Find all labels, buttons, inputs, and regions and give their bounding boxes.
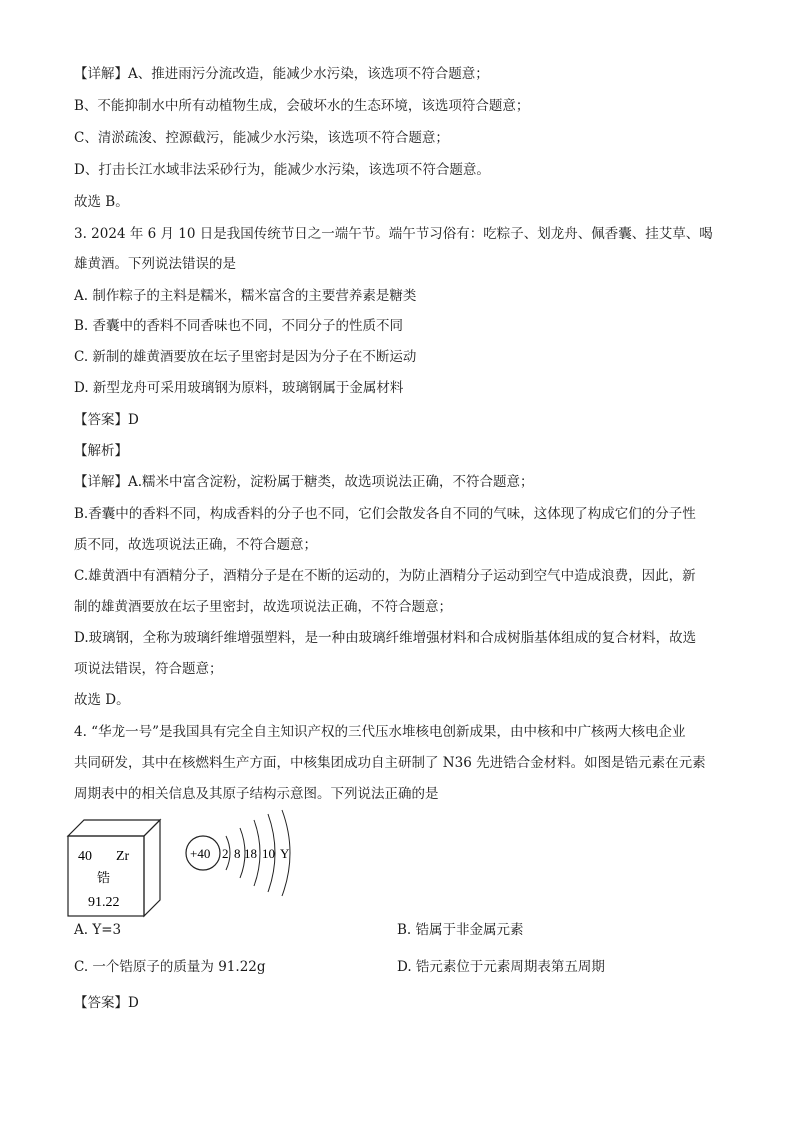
shell-5-electrons: Y bbox=[280, 846, 290, 861]
line-1: 【详解】A、推进雨污分流改造，能减少水污染，该选项不符合题意； bbox=[74, 66, 489, 82]
shell-1-electrons: 2 bbox=[222, 846, 229, 861]
atom-structure-diagram bbox=[182, 808, 312, 898]
element-cell-figure bbox=[66, 818, 162, 918]
q3-stem-line2: 雄黄酒。下列说法错误的是 bbox=[74, 256, 236, 272]
atomic-number: 40 bbox=[78, 849, 92, 864]
q3-option-b: B. 香囊中的香料不同香味也不同，不同分子的性质不同 bbox=[74, 318, 404, 334]
q3-detail-d1: D.玻璃钢，全称为玻璃纤维增强塑料，是一种由玻璃纤维增强材料和合成树脂基体组成的复合材料，故选 bbox=[74, 630, 697, 646]
shell-3-electrons: 18 bbox=[244, 846, 257, 861]
q3-stem-line1: 3. 2024 年 6 月 10 日是我国传统节日之一端午节。端午节习俗有：吃粽子、划龙舟、佩香囊、挂艾草、喝 bbox=[74, 226, 713, 242]
q4-stem-line3: 周期表中的相关信息及其原子结构示意图。下列说法正确的是 bbox=[74, 786, 439, 802]
nucleus-charge: +40 bbox=[190, 846, 211, 861]
q4-stem-line2: 共同研发，其中在核燃料生产方面，中核集团成功自主研制了 N36 先进锆合金材料。如图是锆元素在元素 bbox=[74, 755, 706, 771]
element-cell-box bbox=[66, 818, 162, 918]
q3-detail-c2: 制的雄黄酒要放在坛子里密封，故选项说法正确，不符合题意； bbox=[74, 599, 452, 615]
q4-option-b: B. 锆属于非金属元素 bbox=[397, 922, 524, 938]
q3-detail-d2: 项说法错误，符合题意； bbox=[74, 661, 223, 677]
q3-option-c: C. 新制的雄黄酒要放在坛子里密封是因为分子在不断运动 bbox=[74, 349, 417, 365]
q3-answer: 【答案】D bbox=[74, 412, 139, 428]
q3-detail-b1: B.香囊中的香料不同，构成香料的分子也不同，它们会散发各自不同的气味，这体现了构成它们的分子性 bbox=[74, 506, 696, 522]
q4-option-d: D. 锆元素位于元素周期表第五周期 bbox=[397, 959, 605, 975]
q4-option-a: A. Y=3 bbox=[74, 922, 122, 938]
atom-structure-figure bbox=[182, 808, 312, 898]
line-4: D、打击长江水域非法采砂行为，能减少水污染，该选项不符合题意。 bbox=[74, 162, 490, 178]
q3-detail-c1: C.雄黄酒中有酒精分子，酒精分子是在不断的运动的，为防止酒精分子运动到空气中造成浪费，因此，新 bbox=[74, 568, 696, 584]
shell-2-electrons: 8 bbox=[234, 846, 241, 861]
q4-answer: 【答案】D bbox=[74, 995, 139, 1011]
line-3: C、清淤疏浚、控源截污，能减少水污染，该选项不符合题意； bbox=[74, 130, 449, 146]
atomic-mass: 91.22 bbox=[88, 895, 120, 910]
line-5: 故选 B。 bbox=[74, 194, 129, 210]
element-name: 锆 bbox=[97, 871, 111, 886]
q3-analysis-label: 【解析】 bbox=[74, 443, 128, 459]
shell-4-electrons: 10 bbox=[262, 846, 275, 861]
q3-detail-a: 【详解】A.糯米中富含淀粉，淀粉属于糖类，故选项说法正确，不符合题意； bbox=[74, 474, 534, 490]
q3-option-a: A. 制作粽子的主料是糯米，糯米富含的主要营养素是糖类 bbox=[74, 288, 417, 304]
element-symbol: Zr bbox=[116, 849, 130, 864]
q3-detail-b2: 质不同，故选项说法正确，不符合题意； bbox=[74, 537, 317, 553]
q4-stem-line1: 4. “华龙一号”是我国具有完全自主知识产权的三代压水堆核电创新成果，由中核和中广核两大核电企业 bbox=[74, 724, 686, 740]
q4-option-c: C. 一个锆原子的质量为 91.22g bbox=[74, 959, 266, 975]
q3-option-d: D. 新型龙舟可采用玻璃钢为原料，玻璃钢属于金属材料 bbox=[74, 380, 404, 396]
line-2: B、不能抑制水中所有动植物生成，会破坏水的生态环境，该选项符合题意； bbox=[74, 98, 530, 114]
q3-conclusion: 故选 D。 bbox=[74, 692, 130, 708]
